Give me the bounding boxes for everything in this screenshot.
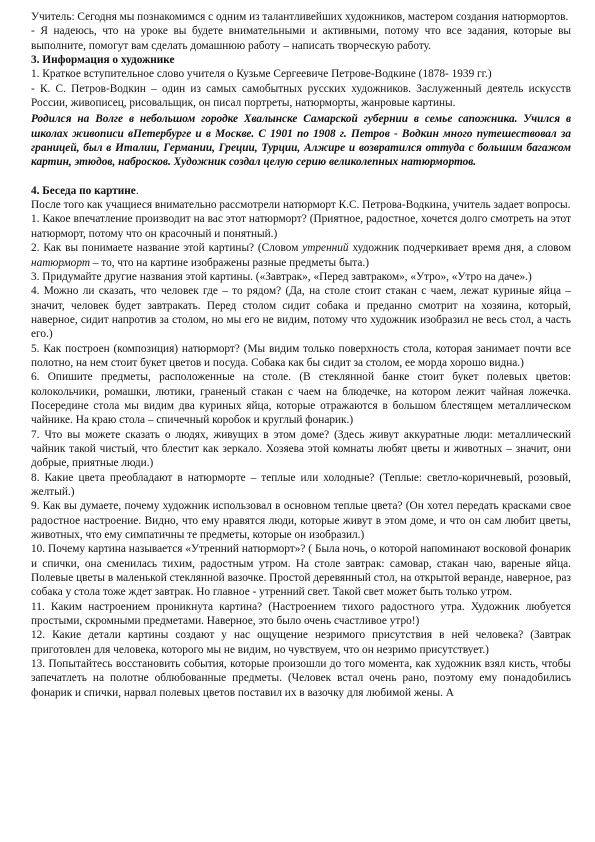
question-12: 12. Какие детали картины создают у нас ощущение незримого присутствия в ней человека? (Завтрак приготовлен для человека, которого мы не видим, но чувствуем, что он незримо присутствует.) <box>31 629 571 656</box>
question-5: 5. Как построен (композиция) натюрморт? (Мы видим только поверхность стола, которая занимает почти все полотно, на нем стоит букет цветов и посуда. Собака как бы сидит за столом, ее морда хорошо видна.) <box>31 342 571 369</box>
question-11: 11. Каким настроением проникнута картина? (Настроением тихого радостного утра. Художник любуется простыми, скромными предметами. Наверное, это было очень счастливое утро!) <box>31 600 571 628</box>
question-8: 8. Какие цвета преобладают в натюрморте – теплые или холодные? (Теплые: светло-коричневый, розовый, желтый.) <box>31 471 571 498</box>
question-2 <box>31 241 571 270</box>
section-3-paragraph-2: - К. С. Петров-Водкин – один из самых самобытных русских художников. Заслуженный деятель искусств России, живописец, рисовальщик, он писал портреты, натюрморты, жанровые картины. <box>31 82 571 110</box>
question-2-part-b: художник подчеркивает время дня, а словом <box>348 242 571 255</box>
question-2-part-a: 2. Как вы понимаете название этой картины? (Словом <box>31 242 303 255</box>
question-6: 6. Опишите предметы, расположенные на столе. (В стеклянной банке стоит букет полевых цветов: колокольчики, ромашки, лютики, граненый стакан с чаем на блюдечке, на котором лежит чайная ложечка. Посередине стола мы видим два куриных яйца, которые отражаются в большом блестящем металлическом чайнике. На краю стола – спичечный коробок и круглый фонарик.) <box>31 371 571 427</box>
document-page <box>31 10 571 700</box>
question-2-part-c: – то, что на картине изображены разные предметы быта.) <box>89 256 369 269</box>
question-2-italic-1: утренний <box>302 242 349 255</box>
section-4-intro: После того как учащиеся внимательно рассмотрели натюрморт К.С. Петрова-Водкина, учитель задает вопросы. <box>31 199 571 212</box>
teacher-intro-paragraph: Учитель: Сегодня мы познакомимся с одним из талантливейших художников, мастером создания натюрмортов. <box>31 11 569 23</box>
question-2-italic-2: натюрморт <box>31 256 90 269</box>
section-4-heading-text: 4. Беседа по картине <box>31 184 136 197</box>
teacher-hope-paragraph: - Я надеюсь, что на уроке вы будете внимательными и активными, потому что все задания, которые вы выполните, помогут вам сделать домашнюю работу – написать творческую работу. <box>31 25 571 52</box>
question-13: 13. Попытайтесь восстановить события, которые произошли до того момента, как художник взял кисть, чтобы запечатлеть на полотне облюбованные предметы. (Человек встал очень рано, поэтому ему понадобились фонарик и спички, нарвал полевых цветов поставил их в вазочку для любимой жены. А <box>31 658 571 699</box>
question-1: 1. Какое впечатление производит на вас этот натюрморт? (Приятное, радостное, хочется долго смотреть на этот натюрморт, потому что он красочный и понятный.) <box>31 213 571 240</box>
question-4: 4. Можно ли сказать, что человек где – то рядом? (Да, на столе стоит стакан с чаем, лежат куриные яйца – значит, человек будет завтракать. Перед столом сидит собака и преданно смотрит на хозяина, который, наверное, сидит напротив за столом, но мы его не видим, потому что художник изобразил не весь стол, а часть его.) <box>31 285 571 341</box>
artist-biography: Родился на Волге в небольшом городке Хвалынске Самарской губернии в семье сапожника. Учился в школах живописи вПетербурге и в Москве. С 1901 по 1908 г. Петров - Водкин много путешествовал за границей, был в Италии, Германии, Греции, Турции, Алжире и возвратился оттуда с большим багажом картин, этюдов, набросков. Художник создал целую серию великолепных натюрмортов. <box>31 113 571 169</box>
spacer <box>31 170 571 184</box>
question-3: 3. Придумайте другие названия этой картины. («Завтрак», «Перед завтраком», «Утро», «Утро на даче».) <box>31 270 532 283</box>
section-3-heading: 3. Информация о художнике <box>31 54 175 67</box>
question-10: 10. Почему картина называется «Утренний натюрморт»? ( Была ночь, о которой напоминают восковой фонарик и спички, она сменилась тихим, радостным утром. На столе завтрак: самовар, стакан чаю, вареные яйца. Полевые цветы в маленькой стеклянной вазочке. Простой деревянный стол, на открытой веранде, наверное, раз собака у стола тоже ждет завтрак. Но главное - утренний свет. Такой свет может быть только утром. <box>31 543 571 599</box>
section-3-paragraph-1: 1. Краткое вступительное слово учителя о Кузьме Сергеевиче Петрове-Водкине (1878- 1939 гг.) <box>31 68 492 81</box>
question-9: 9. Как вы думаете, почему художник использовал в основном теплые цвета? (Он хотел передать красками свое радостное настроение. Видно, что ему нравятся люди, которые живут в этом доме, и что он сам любит цветы, животных, что ему симпатичны те предметы, которые он изобразил.) <box>31 500 571 542</box>
section-4-heading-dot: . <box>135 184 139 197</box>
section-4-heading <box>31 184 571 198</box>
question-7: 7. Что вы можете сказать о людях, живущих в этом доме? (Здесь живут аккуратные люди: металлический чайник такой чистый, что блестит как зеркало. Хозяева этой комнаты любят цветы и животных – значит, они добрые, приятные люди.) <box>31 428 571 470</box>
